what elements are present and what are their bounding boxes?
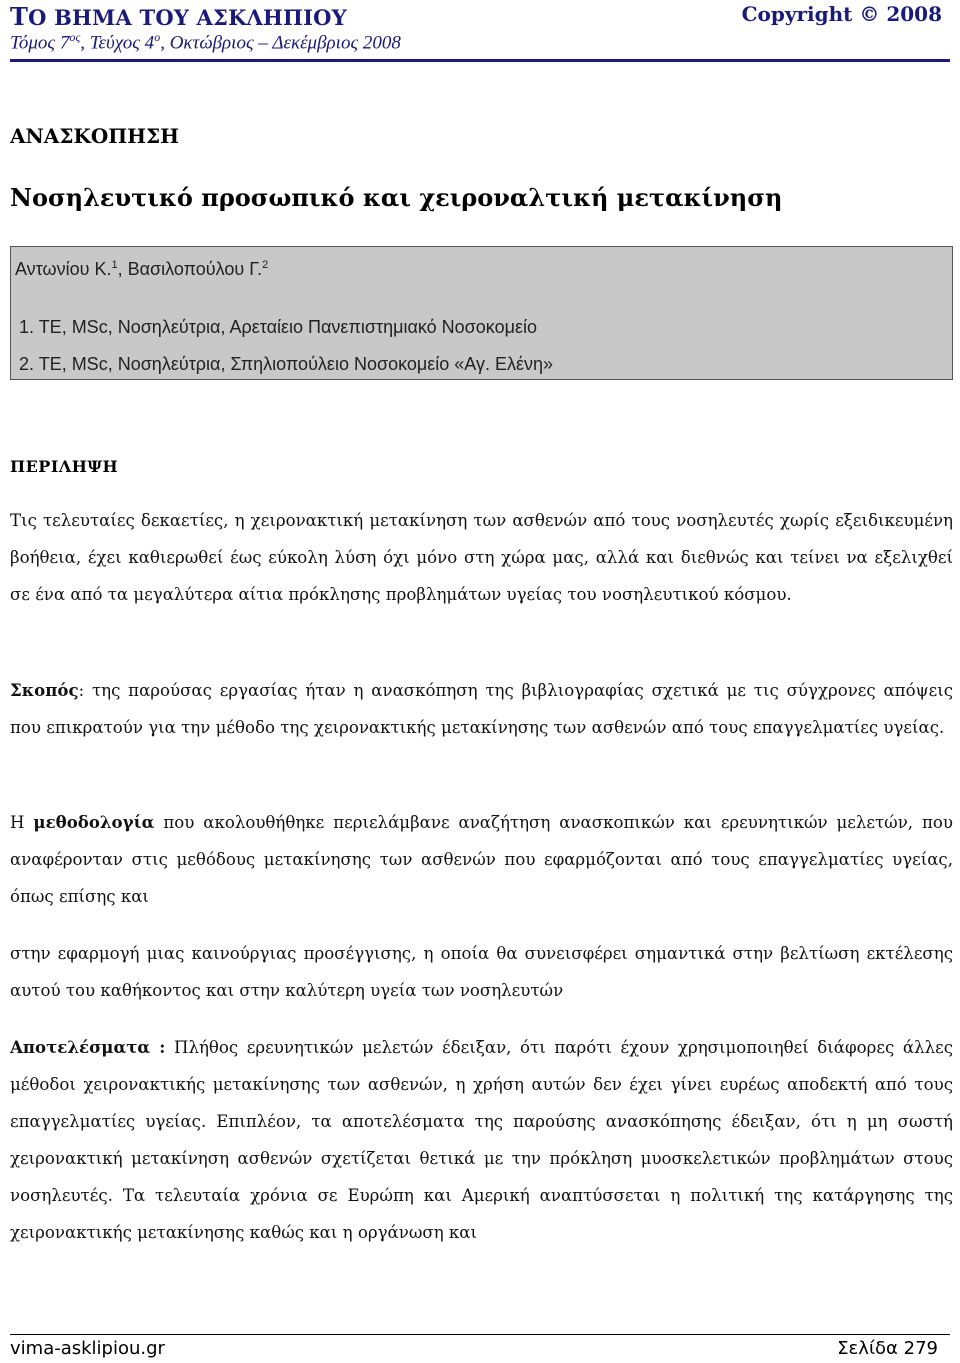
issue-number-sup: ο — [154, 30, 161, 44]
aim-label: Σκοπός — [10, 680, 79, 700]
issue-volume: Τόμος 7 — [10, 32, 70, 54]
article-title: Νοσηλευτικό προσωπικό και χειροναλτική μετακίνηση — [10, 183, 783, 212]
journal-title-rest: Ο ΒΗΜΑ ΤΟΥ ΑΣΚΛΗΠΙΟΥ — [28, 5, 347, 30]
section-label: ΑΝΑΣΚΟΠΗΣΗ — [10, 124, 180, 148]
affiliation-1: 1. ΤΕ, MSc, Νοσηλεύτρια, Αρεταίειο Πανεπιστημιακό Νοσοκομείο — [19, 317, 537, 337]
method-label: μεθοδολογία — [33, 812, 155, 832]
method-continuation-paragraph: στην εφαρμογή μιας καινούργιας προσέγγισης, η οποία θα συνεισφέρει σημαντικά στην βελτίωση εκτέλεσης αυτού του καθήκοντος και στην καλύτερη υγεία των νοσηλευτών — [10, 944, 953, 1000]
copyright-notice: Copyright © 2008 — [741, 2, 942, 26]
aim-text: : της παρούσας εργασίας ήταν η ανασκόπηση της βιβλιογραφίας σχετικά με τις σύγχρονες απόψεις που επικρατούν για την μέθοδο της χειρονακτικής μετακίνησης των ασθενών από τους επαγγελματίες υγείας. — [10, 681, 953, 737]
affiliation-2: 2. ΤΕ, MSc, Νοσηλεύτρια, Σπηλιοπούλειο Νοσοκομείο «Αγ. Ελένη» — [19, 354, 554, 374]
abstract-intro-paragraph: Τις τελευταίες δεκαετίες, η χειρονακτική μετακίνηση των ασθενών από τους νοσηλευτές χωρίς εξειδικευμένη βοήθεια, έχει καθιερωθεί έως εύκολη λύση όχι μόνο στη χώρα μας, αλλά και διεθνώς και τείνει να εξελιχθεί σε ένα από τα μεγαλύτερα αίτια πρόκλησης προβλημάτων υγείας του νοσηλευτικού κόσμου. — [10, 511, 953, 604]
footer-page-number: Σελίδα 279 — [837, 1338, 938, 1359]
author-2-sup: 2 — [262, 259, 269, 271]
journal-title-initial: Τ — [10, 2, 29, 31]
issue-period: , Οκτώβριος – Δεκέμβριος 2008 — [160, 32, 401, 54]
author-separator: , — [117, 259, 128, 279]
results-label: Αποτελέσματα : — [10, 1037, 166, 1057]
footer-divider — [10, 1334, 950, 1335]
abstract-heading: ΠΕΡΙΛΗΨΗ — [10, 457, 119, 476]
results-paragraph — [10, 1029, 953, 1251]
method-paragraph — [10, 804, 953, 915]
author-list — [15, 259, 268, 280]
footer-site: vima-asklipiou.gr — [10, 1338, 165, 1359]
aim-paragraph — [10, 672, 953, 746]
issue-volume-sup: ος — [69, 30, 81, 44]
method-prefix: Η — [10, 813, 34, 832]
issue-line — [10, 30, 401, 54]
author-box — [10, 246, 953, 380]
issue-number: , Τεύχος 4 — [80, 32, 155, 54]
header-divider — [10, 59, 950, 62]
method-text: που ακολουθήθηκε περιελάμβανε αναζήτηση ανασκοπικών και ερευνητικών μελετών, που αναφέρονταν στις μεθόδους μετακίνησης των ασθενών που εφαρμόζονται από τους επαγγελματίες υγείας, όπως επίσης και — [10, 813, 953, 906]
journal-title — [10, 2, 347, 31]
results-text: Πλήθος ερευνητικών μελετών έδειξαν, ότι παρότι έχουν χρησιμοποιηθεί διάφορες άλλες μέθοδοι χειρονακτικής μετακίνησης των ασθενών, η χρήση αυτών δεν έχει γίνει ευρέως αποδεκτή από τους επαγγελματίες υγείας. Επιπλέον, τα αποτελέσματα της παρούσης ανασκόπησης έδειξαν, ότι η μη σωστή χειρονακτική μετακίνηση ασθενών σχετίζεται θετικά με την πρόκληση μυοσκελετικών προβλημάτων στους νοσηλευτές. Τα τελευταία χρόνια σε Ευρώπη και Αμερική αναπτύσσεται η πολιτική της κατάργησης της χειρονακτικής μετακίνησης καθώς και η οργάνωση και — [10, 1038, 953, 1242]
author-1: Αντωνίου Κ. — [15, 259, 112, 279]
author-2: Βασιλοπούλου Γ. — [127, 259, 263, 279]
author-1-sup: 1 — [111, 259, 118, 271]
